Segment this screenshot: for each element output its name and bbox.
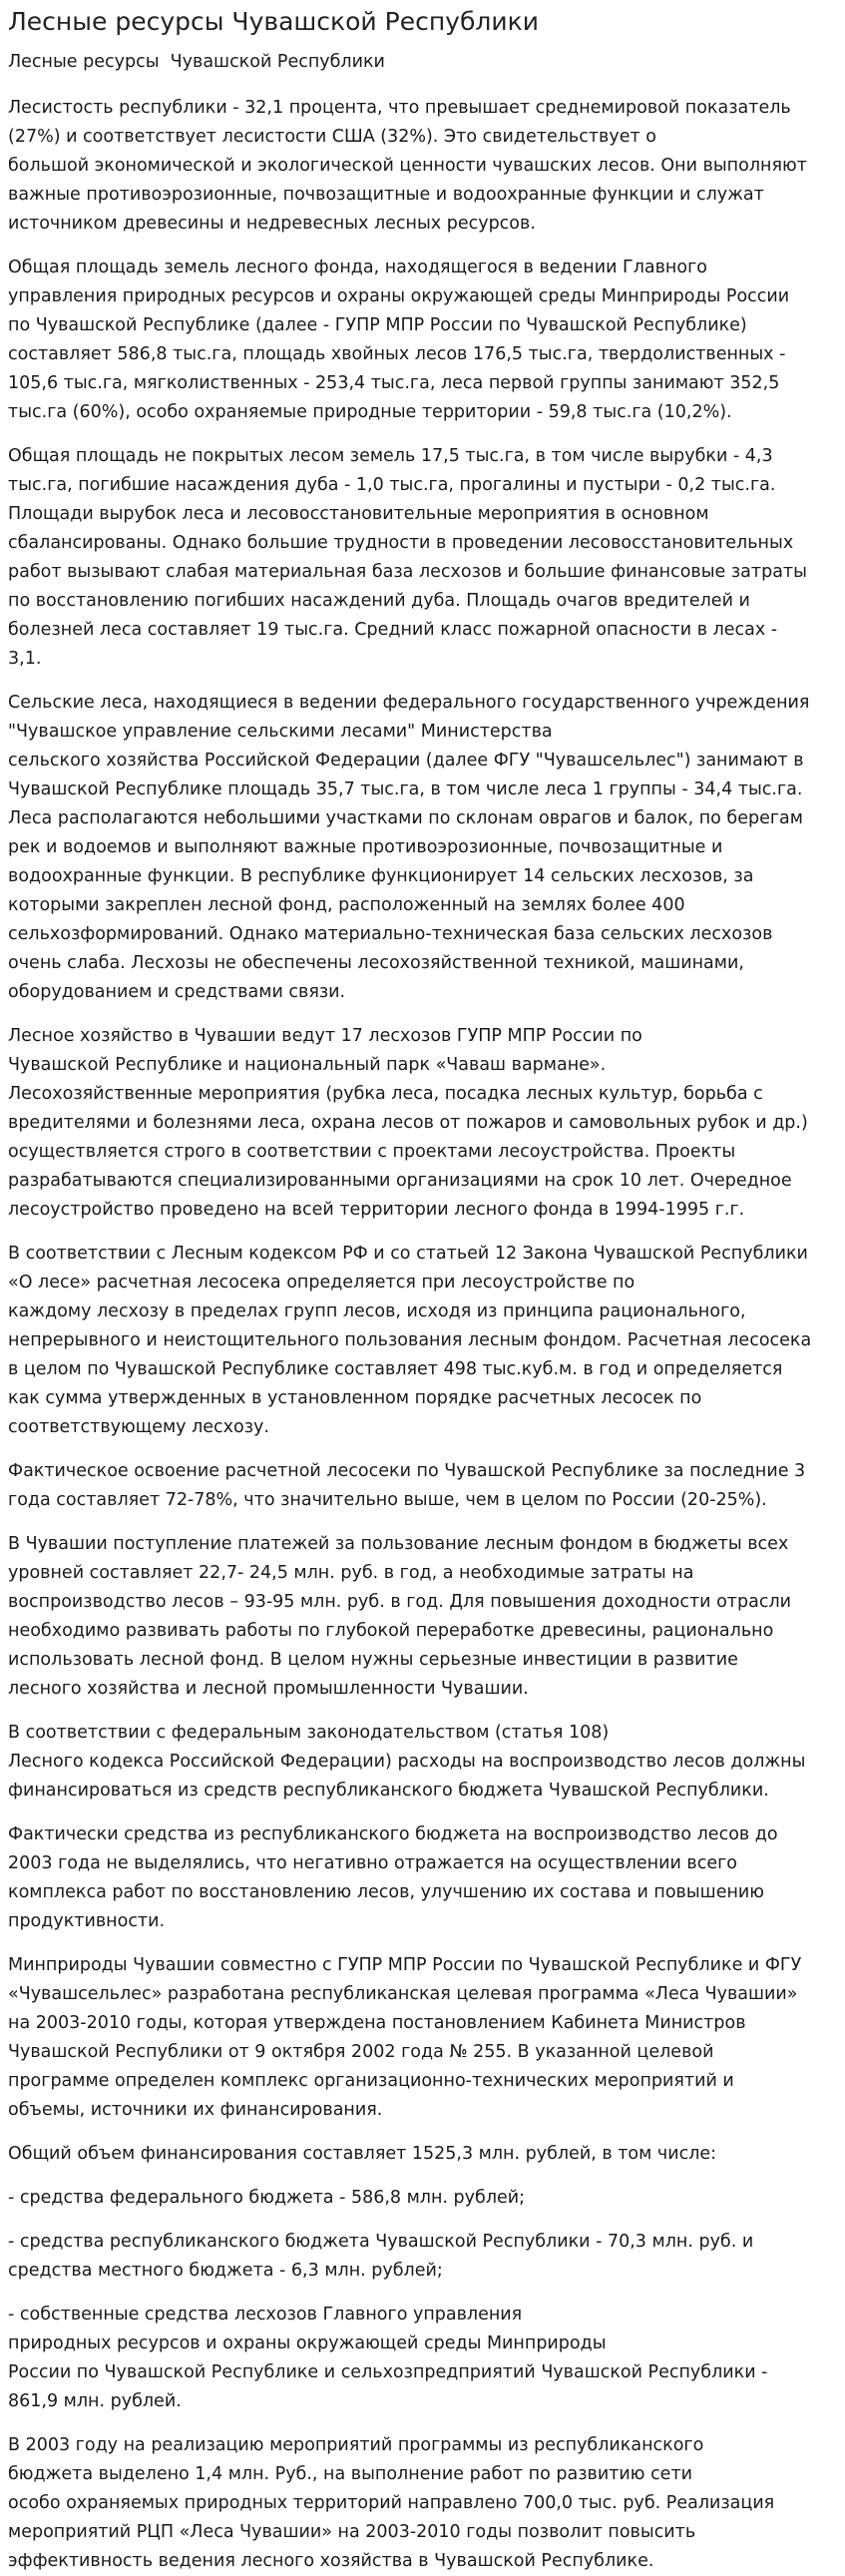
paragraph-unforested-land: Общая площадь не покрытых лесом земель 17,5 тыс.га, в том числе вырубки - 4,3 тыс.га, погибшие насаждения дуба - 1,0 тыс.га, прогалины и пустыри - 0,2 тыс.га. Площади вырубок леса и лесовосстановительные мероприятия в основном сбалансированы. Однако большие трудности в проведении лесовосстановительных работ вызывают слабая материальная база лесхозов и большие финансовые затраты по восстановлению погибших насаждений дуба. Площадь очагов вредителей и болезней леса составляет 19 тыс.га. Средний класс пожарной опасности в лесах - 3,1. — [8, 446, 807, 669]
paragraph-program-2003: В 2003 году на реализацию мероприятий программы из республиканского бюджета выделено 1,4 млн. Руб., на выполнение работ по развитию сети особо охраняемых природных территорий направлено 700,0 тыс. руб. Реализация мероприятий РЦП «Леса Чувашии» на 2003-2010 годы позволит повысить эффективность ведения лесного хозяйства в Чувашской Республике. — [8, 2435, 775, 2571]
paragraph-forest-coverage: Лесистость республики - 32,1 процента, что превышает среднемировой показатель (27%) и соответствует лесистости США (32%). Это свидетельствует о большой экономической и экологической ценности чувашских лесов. Они выполняют важные противоэрозионные, почвозащитные и водоохранные функции и служат источником древесины и недревесных лесных ресурсов. — [8, 98, 807, 234]
paragraph-rural-forests: Сельские леса, находящиеся в ведении федерального государственного учреждения "Чувашское управление сельскими лесами" Министерства сельского хозяйства Российской Федерации (далее ФГУ "Чувашсельлес") занимают в Чувашской Республике площадь 35,7 тыс.га, в том числе леса 1 группы - 34,4 тыс.га. Леса располагаются небольшими участками по склонам оврагов и балок, по берегам рек и водоемов и выполняют важные противоэрозионные, почвозащитные и водоохранные функции. В республике функционирует 14 сельских лесхозов, за которыми закреплен лесной фонд, расположенный на землях более 400 сельхозформирований. Однако материально-техническая база сельских лесхозов очень слаба. Лесхозы не обеспечены лесохозяйственной техникой, машинами, оборудованием и средствами связи. — [8, 693, 810, 1002]
list-item-republic-budget: - средства республиканского бюджета Чувашской Республики - 70,3 млн. руб. и средства местного бюджета - 6,3 млн. рублей; — [8, 2232, 754, 2281]
list-item-federal-budget: - средства федерального бюджета - 586,8 млн. рублей; — [8, 2188, 526, 2208]
page-title: Лесные ресурсы Чувашской Республики — [8, 7, 539, 36]
paragraph-budget-funding: Фактически средства из республиканского бюджета на воспроизводство лесов до 2003 года не выделялись, что негативно отражается на осуществлении всего комплекса работ по восстановлению лесов, улучшению их состава и повышению продуктивности. — [8, 1824, 778, 1931]
paragraph-forest-fund-area: Общая площадь земель лесного фонда, находящегося в ведении Главного управления природных ресурсов и охраны окружающей среды Минприроды России по Чувашской Республике (далее - ГУПР МПР России по Чувашской Республике) составляет 586,8 тыс.га, площадь хвойных лесов 176,5 тыс.га, твердолиственных - 105,6 тыс.га, мягколиственных - 253,4 тыс.га, леса первой группы занимают 352,5 тыс.га (60%), особо охраняемые природные территории - 59,8 тыс.га (10,2%). — [8, 258, 790, 422]
paragraph-forest-payments: В Чувашии поступление платежей за пользование лесным фондом в бюджеты всех уровней составляет 22,7- 24,5 млн. руб. в год, а необходимые затраты на воспроизводство лесов – 93-95 млн. руб. в год. Для повышения доходности отрасли необходимо развивать работы по глубокой переработке древесины, рационально использовать лесной фонд. В целом нужны серьезные инвестиции в развитие лесного хозяйства и лесной промышленности Чувашии. — [8, 1534, 792, 1699]
paragraph-forest-management: Лесное хозяйство в Чувашии ведут 17 лесхозов ГУПР МПР России по Чувашской Республике и национальный парк «Чаваш вармане». Лесохозяйственные мероприятия (рубка леса, посадка лесных культур, борьба с вредителями и болезнями леса, охрана лесов от пожаров и самовольных рубок и др.) осуществляется строго в соответствии с проектами лесоустройства. Проекты разрабатываются специализированными организациями на срок 10 лет. Очередное лесоустройство проведено на всей территории лесного фонда в 1994-1995 г.г. — [8, 1026, 808, 1220]
list-item-own-funds: - собственные средства лесхозов Главного управления природных ресурсов и охраны окружающей среды Минприроды России по Чувашской Республике и сельхозпредприятий Чувашской Республики - 861,9 млн. рублей. — [8, 2305, 768, 2411]
page-subtitle: Лесные ресурсы Чувашской Республики — [8, 52, 385, 72]
paragraph-allowable-cut: В соответствии с Лесным кодексом РФ и со статьей 12 Закона Чувашской Республики «О лесе» расчетная лесосека определяется при лесоустройстве по каждому лесхозу в пределах групп лесов, исходя из принципа рационального, непрерывного и неистощительного пользования лесным фондом. Расчетная лесосека в целом по Чувашской Республике составляет 498 тыс.куб.м. в год и определяется как сумма утвержденных в установленном порядке расчетных лесосек по соответствующему лесхозу. — [8, 1244, 812, 1437]
paragraph-total-financing: Общий объем финансирования составляет 1525,3 млн. рублей, в том числе: — [8, 2144, 717, 2164]
paragraph-cut-utilization: Фактическое освоение расчетной лесосеки по Чувашской Республике за последние 3 года составляет 72-78%, что значительно выше, чем в целом по России (20-25%). — [8, 1461, 806, 1510]
paragraph-federal-legislation: В соответствии с федеральным законодательством (статья 108) Лесного кодекса Российской Федерации) расходы на воспроизводство лесов должны финансироваться из средств республиканского бюджета Чувашской Республики. — [8, 1723, 806, 1801]
paragraph-target-program: Минприроды Чувашии совместно с ГУПР МПР России по Чувашской Республике и ФГУ «Чувашсельлес» разработана республиканская целевая программа «Леса Чувашии» на 2003-2010 годы, которая утверждена постановлением Кабинета Министров Чувашской Республики от 9 октября 2002 года № 255. В указанной целевой программе определен комплекс организационно-технических мероприятий и объемы, источники их финансирования. — [8, 1955, 802, 2120]
